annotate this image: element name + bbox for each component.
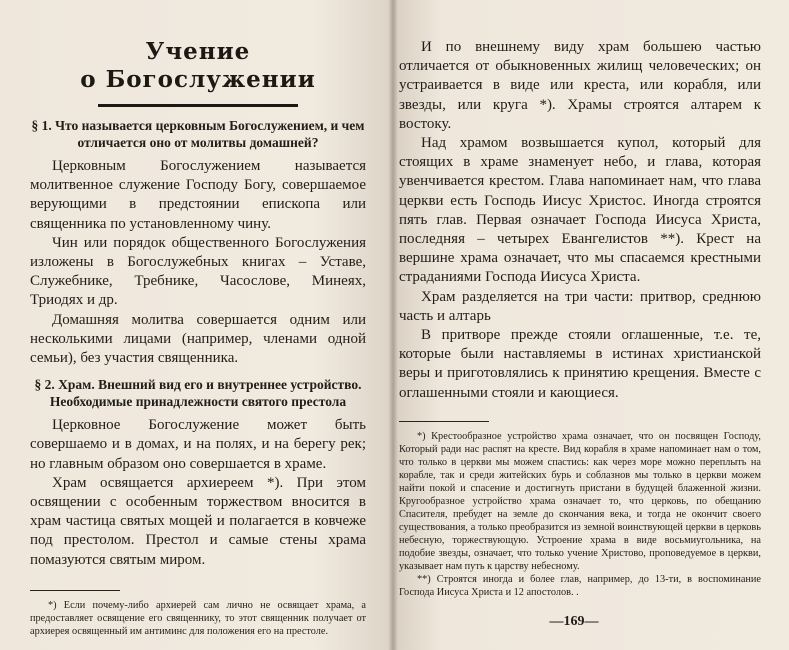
right-page-column	[399, 38, 761, 599]
left-page-column	[30, 28, 366, 638]
title-rule	[98, 104, 298, 107]
paragraph: И по внешнему виду храм большею частью отличается от обыкновенных жилищ человеческих; он устраивается в виде или креста, или корабля, или звезды, или круга *). Храмы строятся алтарем к востоку.	[399, 39, 761, 132]
footnote-rule	[30, 590, 120, 591]
section1-heading: § 1. Что называется церковным Богослужением, и чем отличается оно от молитвы домашней?	[31, 118, 365, 150]
section2-heading: § 2. Храм. Внешний вид его и внутреннее устройство. Необходимые принадлежности святого престола	[34, 377, 362, 410]
chapter-title-line2: о Богослужении	[80, 66, 316, 93]
footnote: *) Если почему-либо архиерей сам лично не освящает храма, а предоставляет освящение его священнику, то этот священник получает от архиерея освященный им антиминс для положения его на престоле.	[30, 599, 366, 637]
footnote: *) Крестообразное устройство храма означает, что он посвящен Господу, Который ради нас распят на кресте. Вид корабля в храме напоминает нам о том, что только в церкви мы можем спастись: как через море можно переплыть на корабле, так и среди житейских бурь и соблазнов мы только в церкви можем найти покой и спасение и достигнуть пристани в будущей блаженной жизни. Кругообразное устройство храма означает то, что церковь, по обещанию Спасителя, пребудет на земле до скончания века, и тогда не окончит своего существования, а только преобразится из земной воинствующей церкви в церковь небесную, торжествующую. Устроение храма в виде восьмиугольника, на подобие звезды, означает, что только учение Христово, проповедуемое в церкви, указывает нам путь к царству небесному.	[399, 430, 761, 572]
paragraph: В притворе прежде стояли оглашенные, т.е. те, которые были наставляемы в истинах христианской веры и приготовлялись к принятию крещения. Вместе с оглашенными стояли и кающиеся.	[399, 327, 761, 401]
chapter-title	[30, 38, 366, 94]
book-gutter	[388, 0, 398, 650]
footnote-rule	[399, 421, 489, 422]
right-page	[393, 0, 789, 650]
page-number: —169—	[549, 614, 599, 629]
left-page	[0, 0, 393, 650]
footnote: **) Строятся иногда и более глав, например, до 13-ти, в воспоминание Господа Иисуса Христа и 12 апостолов. .	[399, 573, 761, 598]
paragraph: Над храмом возвышается купол, который для стоящих в храме знаменует небо, и глава, которая увенчивается крестом. Глава напоминает нам, что глава церкви есть Господь Иисус Христос. Иногда строятся пять глав. Первая означает Господа Иисуса Христа, последняя – четырех Евангелистов **). Крест на вершине храма означает, что мы спасаемся крестными страданиями Господа Иисуса Христа.	[399, 135, 761, 286]
paragraph: Храм освящается архиереем *). При этом освящении с особенным торжеством вносится в храм частица святых мощей и полагается в ковчеже под престолом. Престол и самые стены храма помазуются святым миром.	[30, 474, 366, 568]
paragraph: Чин или порядок общественного Богослужения изложены в Богослужебных книгах – Уставе, Служебнике, Требнике, Часослове, Минеях, Триодях и др.	[30, 234, 366, 309]
chapter-title-line1: Учение	[145, 38, 251, 65]
paragraph: Домашняя молитва совершается одним или несколькими лицами (например, членами одной семьи), без участия священника.	[30, 311, 366, 367]
paragraph: Церковное Богослужение может быть совершаемо и в домах, и на полях, и на берегу рек; но главным образом оно совершается в храме.	[30, 417, 366, 472]
paragraph: Храм разделяется на три части: притвор, среднюю часть и алтарь	[399, 288, 761, 324]
paragraph: Церковным Богослужением называется молитвенное служение Господу Богу, совершаемое верующими в предстоянии епископа или священника по установленному чину.	[30, 158, 366, 232]
